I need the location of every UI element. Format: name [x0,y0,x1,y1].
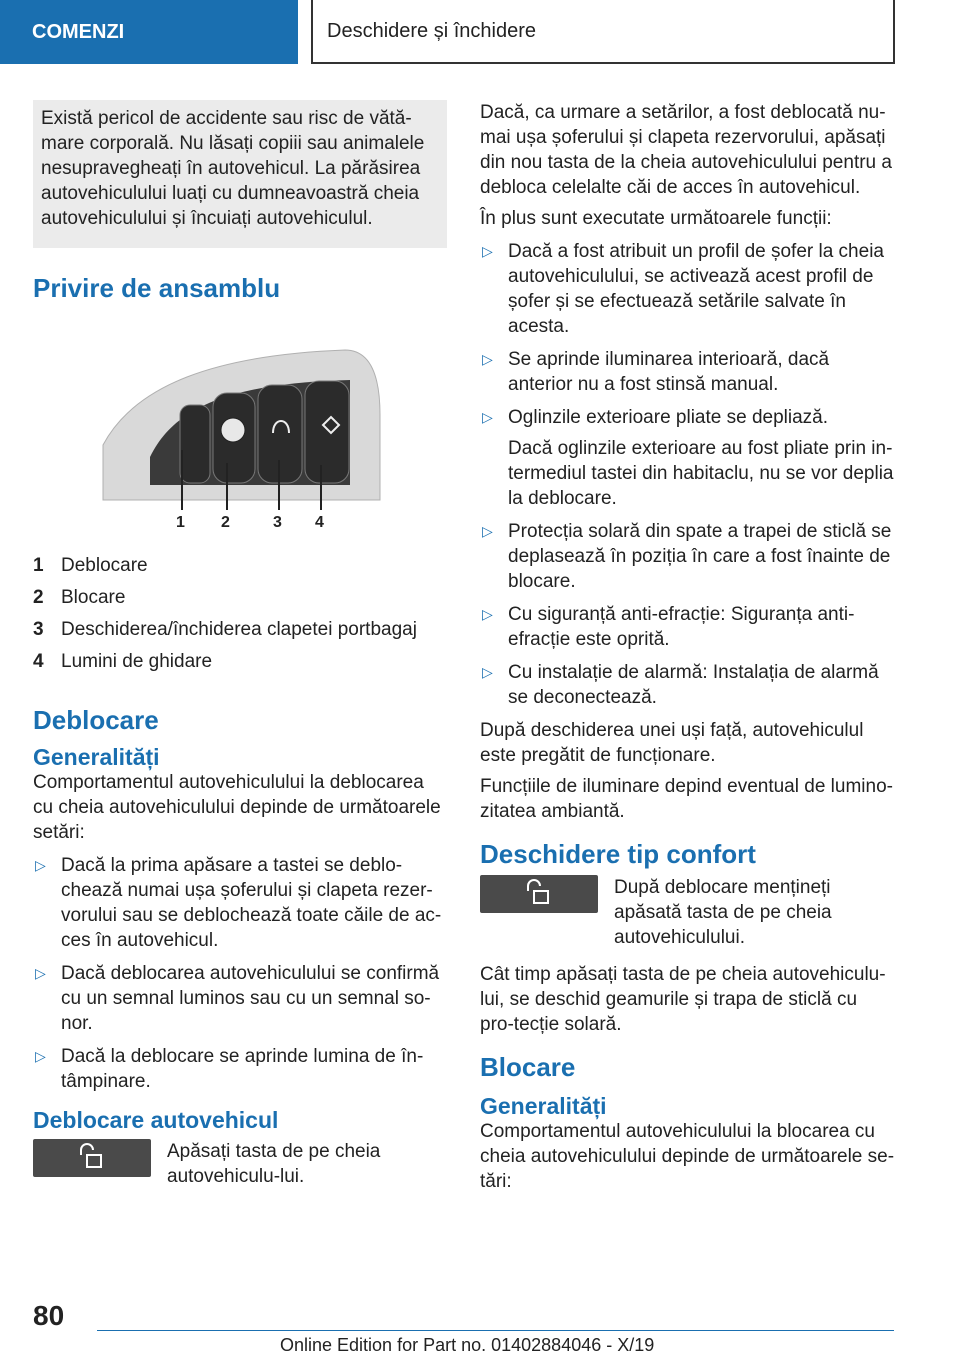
bmw-logo-icon [221,418,245,442]
callout-2: 2 [221,514,230,531]
key-illustration [95,345,395,535]
general-text: Comportamentul autovehiculului la deblocarea cu cheia autovehiculului depinde de următoarele setări: [33,772,441,843]
unlock-heading: Deblocare [33,705,159,735]
item-number: 4 [33,650,44,672]
footer-edition: Online Edition for Part no. 01402884046 - X/19 [280,1335,655,1355]
unlock-bullets [33,853,447,1094]
list-item [33,645,447,677]
header-title: Deschidere și închidere [311,0,895,64]
key-button-1 [180,405,210,483]
callout-4: 4 [315,514,324,531]
list-item: ▷ Protecția solară din spate a trapei de sticlă se deplasează în poziția în care a fost înainte de blocare. [482,521,892,592]
after-door-text: După deschiderea unei uși față, autovehiculul este pregătit de funcționare. [480,720,864,766]
triangle-bullet-icon: ▷ [35,1048,46,1064]
list-item: ▷ Cu instalație de alarmă: Instalația de alarmă se deconectează. [482,662,879,708]
vehicle-unlock-text: Apăsați tasta de pe cheia autovehiculu-lui. [167,1141,381,1187]
key-button-4 [305,381,349,483]
vehicle-unlock-row [33,1139,447,1189]
list-item [33,549,447,581]
triangle-bullet-icon: ▷ [482,664,493,680]
unlock-key-icon [480,875,598,913]
comfort-heading: Deschidere tip confort [480,839,756,869]
vehicle-unlock-heading: Deblocare autovehicul [33,1107,279,1133]
list-item: ▷ Oglinzile exterioare pliate se depliază. Dacă oglinzile exterioare au fost pliate prin in-termediul tastei din habitaclu, nu se vor deplia la deblocare. [482,407,894,509]
general-heading: Generalități [33,744,160,770]
list-item: ▷ Cu siguranță anti-efracție: Siguranța anti-efracție este oprită. [482,604,855,650]
comfort-text: După deblocare mențineți apăsată tasta de pe cheia autovehiculului. [614,877,832,948]
lock-heading: Blocare [480,1052,576,1082]
lock-general-heading: Generalități [480,1093,607,1119]
callout-3: 3 [273,514,282,531]
item-number: 1 [33,554,44,576]
item-label: Lumini de ghidare [61,650,213,672]
overview-list [33,549,447,677]
unlock-section [33,705,447,1189]
list-item: ▷ Dacă la prima apăsare a tastei se deblo-chează numai ușa șoferului și clapeta rezer-vorului sau se deblochează toate căile de ac-ces în autovehicul. [35,855,442,951]
functions-intro: În plus sunt executate următoarele funcții: [480,208,832,229]
right-column [480,100,895,1194]
footer-divider [97,1330,894,1331]
item-number: 2 [33,586,44,608]
header-section: COMENZI [0,0,298,64]
list-item: ▷ Dacă a fost atribuit un profil de șofer la cheia autovehiculului, se activează acest profil de șofer și se efectuează setările salvate în acesta. [482,241,884,337]
page-number: 80 [33,1300,65,1331]
list-item: ▷ Dacă deblocarea autovehiculului se confirmă cu un semnal luminos sau cu un semnal so-nor. [35,963,440,1034]
triangle-bullet-icon: ▷ [482,409,493,425]
list-item: ▷ Dacă la deblocare se aprinde lumina de în-tâmpinare. [35,1046,424,1092]
overview-heading: Privire de ansamblu [33,273,281,303]
warning-box [33,100,447,248]
list-item [33,581,447,613]
sub-note: Dacă oglinzile exterioare au fost pliate prin in-termediul tastei din habitaclu, nu se vor deplia la deblocare. [508,438,894,509]
overview-section [33,273,447,303]
warning-text: Există pericol de accidente sau risc de vătă-mare corporală. Nu lăsați copiii sau animalele nesupravegheați în autovehicul. La părăsirea autovehiculului luați cu dumneavoastră cheia autovehiculului și încuiați autovehiculul. [41,108,425,229]
triangle-bullet-icon: ▷ [35,965,46,981]
item-label: Deschiderea/închiderea clapetei portbagaj [61,618,417,640]
triangle-bullet-icon: ▷ [482,351,493,367]
function-bullets [480,239,895,710]
comfort-text-2: Cât timp apăsați tasta de pe cheia autovehiculu-lui, se deschid geamurile și trapa de sticlă cu pro-tecție solară. [480,964,886,1035]
callout-numbers [176,514,324,531]
triangle-bullet-icon: ▷ [482,606,493,622]
list-item: ▷ Se aprinde iluminarea interioară, dacă anterior nu a fost stinsă manual. [482,349,830,395]
unlock-key-icon [33,1139,151,1177]
list-item [33,613,447,645]
comfort-row [480,875,895,950]
item-number: 3 [33,618,44,640]
lock-text: Comportamentul autovehiculului la blocarea cu cheia autovehiculului depinde de următoarele se-tări: [480,1121,895,1192]
triangle-bullet-icon: ▷ [35,857,46,873]
intro-text: Dacă, ca urmare a setărilor, a fost deblocată nu-mai ușa șoferului și clapeta rezervorului, apăsați din nou tasta de la cheia autovehiculului pentru a debloca celelalte căi de acces în autovehicul. [480,102,892,198]
item-label: Blocare [61,586,126,608]
triangle-bullet-icon: ▷ [482,243,493,259]
callout-1: 1 [176,514,185,531]
lighting-text: Funcțiile de iluminare depind eventual de lumino-zitatea ambiantă. [480,776,893,822]
item-label: Deblocare [61,554,148,576]
triangle-bullet-icon: ▷ [482,523,493,539]
